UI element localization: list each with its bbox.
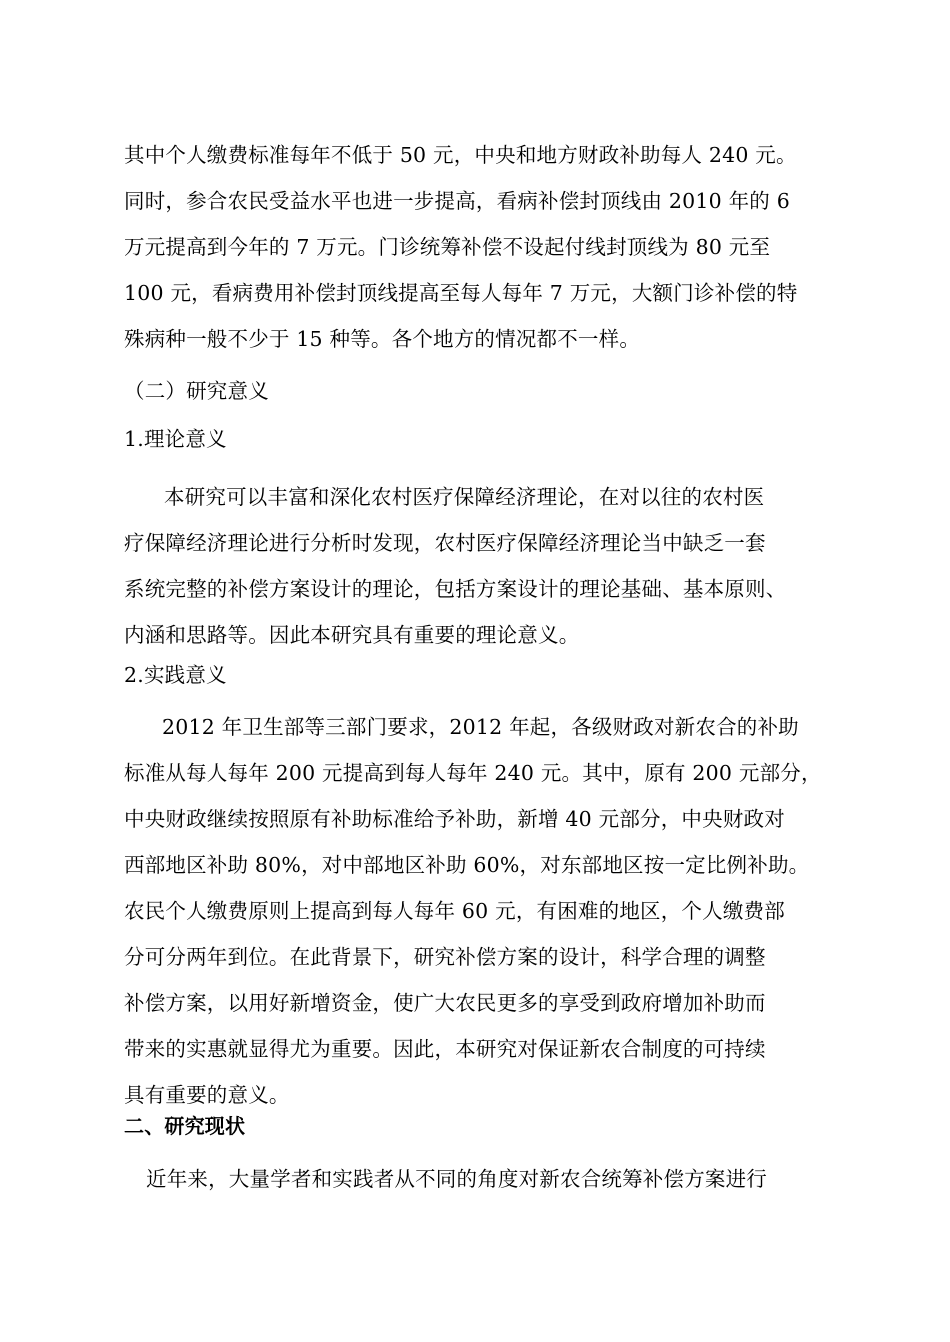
para3-line-6: 分可分两年到位。在此背景下，研究补偿方案的设计，科学合理的调整 (124, 945, 766, 969)
para1-line-3: 万元提高到今年的 7 万元。门诊统筹补偿不设起付线封顶线为 80 元至 (124, 235, 771, 259)
para2-line-4: 内涵和思路等。因此本研究具有重要的理论意义。 (124, 623, 580, 647)
subsection-1-title: 1.理论意义 (124, 427, 227, 451)
para2-line-3: 系统完整的补偿方案设计的理论，包括方案设计的理论基础、基本原则、 (124, 577, 787, 601)
para3-line-2: 标准从每人每年 200 元提高到每人每年 240 元。其中，原有 200 元部分， (124, 761, 822, 785)
para1-line-5: 殊病种一般不少于 15 种等。各个地方的情况都不一样。 (124, 327, 641, 351)
para2-line-1: 本研究可以丰富和深化农村医疗保障经济理论，在对以往的农村医 (164, 485, 765, 509)
subsection-2-title: 2.实践意义 (124, 663, 227, 687)
chapter-2-title: 二、研究现状 (124, 1114, 246, 1138)
para1-line-1: 其中个人缴费标准每年不低于 50 元，中央和地方财政补助每人 240 元。 (124, 143, 797, 167)
para1-line-4: 100 元，看病费用补偿封顶线提高至每人每年 7 万元，大额门诊补偿的特 (124, 281, 798, 305)
para3-line-7: 补偿方案，以用好新增资金，使广大农民更多的享受到政府增加补助而 (124, 991, 766, 1015)
para3-line-9: 具有重要的意义。 (124, 1083, 290, 1107)
para3-line-4: 西部地区补助 80%，对中部地区补助 60%，对东部地区按一定比例补助。 (124, 853, 810, 877)
para2-line-2: 疗保障经济理论进行分析时发现，农村医疗保障经济理论当中缺乏一套 (124, 531, 766, 555)
section-2-title: （二）研究意义 (124, 379, 269, 403)
para4-line-1: 近年来，大量学者和实践者从不同的角度对新农合统筹补偿方案进行 (146, 1167, 767, 1191)
para3-line-1: 2012 年卫生部等三部门要求，2012 年起，各级财政对新农合的补助 (162, 715, 799, 739)
para3-line-3: 中央财政继续按照原有补助标准给予补助，新增 40 元部分，中央财政对 (124, 807, 785, 831)
para3-line-8: 带来的实惠就显得尤为重要。因此，本研究对保证新农合制度的可持续 (124, 1037, 766, 1061)
para3-line-5: 农民个人缴费原则上提高到每人每年 60 元，有困难的地区，个人缴费部 (124, 899, 785, 923)
para1-line-2: 同时，参合农民受益水平也进一步提高，看病补偿封顶线由 2010 年的 6 (124, 189, 790, 213)
